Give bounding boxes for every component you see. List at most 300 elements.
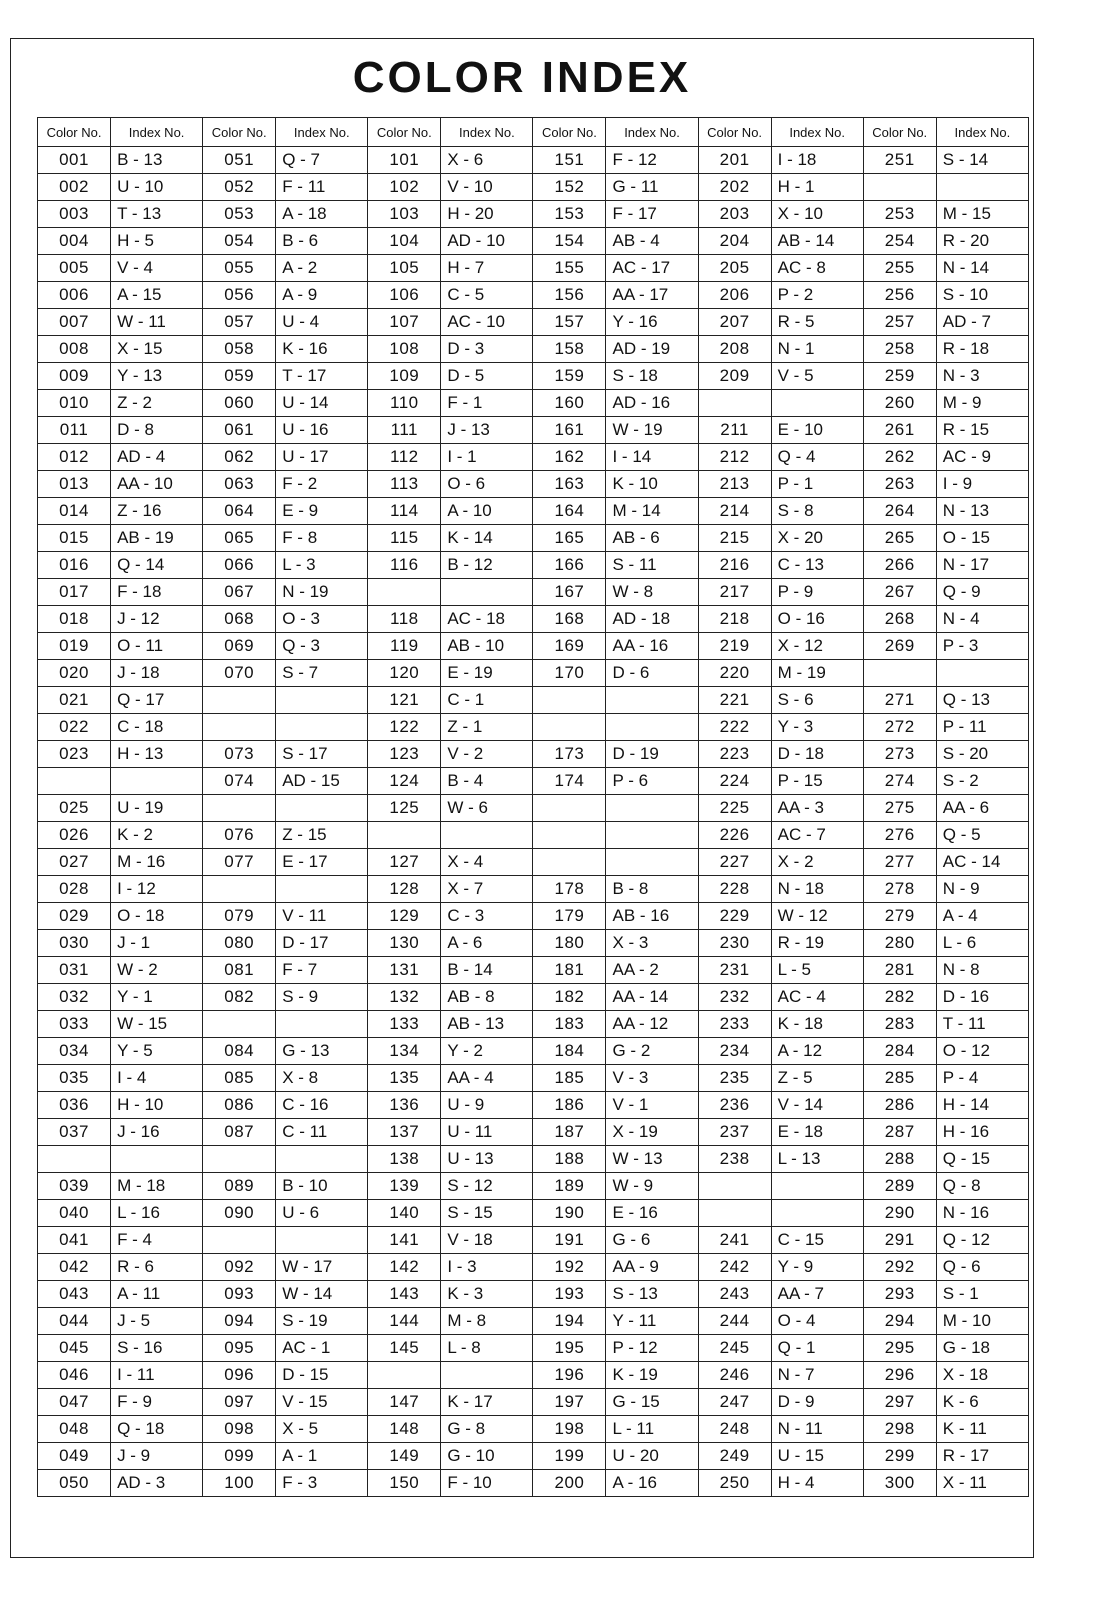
index-number-cell: AB - 10 <box>441 633 533 660</box>
color-number-cell: 137 <box>368 1119 441 1146</box>
index-number-cell: F - 18 <box>111 579 203 606</box>
color-number-cell: 191 <box>533 1227 606 1254</box>
color-number-cell: 108 <box>368 336 441 363</box>
color-number-cell: 082 <box>203 984 276 1011</box>
index-number-cell: C - 16 <box>276 1092 368 1119</box>
index-number-cell: O - 15 <box>936 525 1028 552</box>
color-number-cell: 248 <box>698 1416 771 1443</box>
color-number-cell: 294 <box>863 1308 936 1335</box>
index-number-cell: AA - 12 <box>606 1011 698 1038</box>
index-number-cell: S - 2 <box>936 768 1028 795</box>
index-number-cell <box>606 849 698 876</box>
color-number-cell: 187 <box>533 1119 606 1146</box>
color-number-cell: 263 <box>863 471 936 498</box>
index-number-cell: Q - 3 <box>276 633 368 660</box>
color-number-cell: 008 <box>38 336 111 363</box>
table-row <box>38 1335 1029 1362</box>
color-number-cell: 283 <box>863 1011 936 1038</box>
index-number-cell: G - 8 <box>441 1416 533 1443</box>
color-number-cell: 200 <box>533 1470 606 1497</box>
index-number-cell <box>771 1200 863 1227</box>
color-number-cell: 143 <box>368 1281 441 1308</box>
color-number-cell: 206 <box>698 282 771 309</box>
color-number-cell: 010 <box>38 390 111 417</box>
table-row <box>38 309 1029 336</box>
index-number-cell <box>441 579 533 606</box>
color-number-cell: 280 <box>863 930 936 957</box>
color-number-cell: 040 <box>38 1200 111 1227</box>
index-number-cell: N - 16 <box>936 1200 1028 1227</box>
index-number-cell: K - 2 <box>111 822 203 849</box>
index-number-cell: M - 15 <box>936 201 1028 228</box>
page-title: COLOR INDEX <box>352 53 692 102</box>
index-number-cell: U - 10 <box>111 174 203 201</box>
color-number-cell: 144 <box>368 1308 441 1335</box>
color-number-cell: 219 <box>698 633 771 660</box>
color-number-cell: 233 <box>698 1011 771 1038</box>
index-number-cell: T - 13 <box>111 201 203 228</box>
index-number-cell: X - 8 <box>276 1065 368 1092</box>
index-number-cell: E - 17 <box>276 849 368 876</box>
color-number-cell: 045 <box>38 1335 111 1362</box>
color-number-cell: 236 <box>698 1092 771 1119</box>
index-number-cell: T - 17 <box>276 363 368 390</box>
color-number-cell: 052 <box>203 174 276 201</box>
color-number-cell: 033 <box>38 1011 111 1038</box>
color-number-cell: 035 <box>38 1065 111 1092</box>
index-number-cell <box>441 1362 533 1389</box>
index-number-cell: Q - 14 <box>111 552 203 579</box>
index-number-cell: C - 11 <box>276 1119 368 1146</box>
index-number-cell: O - 4 <box>771 1308 863 1335</box>
color-number-cell: 186 <box>533 1092 606 1119</box>
table-row <box>38 1254 1029 1281</box>
color-number-cell <box>533 714 606 741</box>
color-number-cell: 043 <box>38 1281 111 1308</box>
index-number-cell: M - 8 <box>441 1308 533 1335</box>
table-row <box>38 1362 1029 1389</box>
color-number-cell: 068 <box>203 606 276 633</box>
color-number-cell: 285 <box>863 1065 936 1092</box>
index-number-cell: F - 9 <box>111 1389 203 1416</box>
index-no-header: Index No. <box>441 118 533 147</box>
color-number-cell: 156 <box>533 282 606 309</box>
color-number-cell: 125 <box>368 795 441 822</box>
index-number-cell: K - 10 <box>606 471 698 498</box>
color-number-cell: 262 <box>863 444 936 471</box>
color-number-cell: 113 <box>368 471 441 498</box>
table-row <box>38 822 1029 849</box>
color-number-cell: 001 <box>38 147 111 174</box>
color-number-cell: 278 <box>863 876 936 903</box>
table-row <box>38 390 1029 417</box>
index-number-cell: A - 10 <box>441 498 533 525</box>
index-number-cell: S - 14 <box>936 147 1028 174</box>
index-number-cell: H - 1 <box>771 174 863 201</box>
table-row <box>38 903 1029 930</box>
color-number-cell: 099 <box>203 1443 276 1470</box>
index-number-cell: K - 14 <box>441 525 533 552</box>
index-number-cell <box>936 174 1028 201</box>
color-number-cell: 244 <box>698 1308 771 1335</box>
color-index-table <box>37 117 1029 1497</box>
color-number-cell <box>533 822 606 849</box>
color-number-cell: 272 <box>863 714 936 741</box>
index-number-cell: F - 12 <box>606 147 698 174</box>
index-number-cell: AA - 17 <box>606 282 698 309</box>
color-number-cell: 242 <box>698 1254 771 1281</box>
index-number-cell: H - 10 <box>111 1092 203 1119</box>
index-number-cell: L - 8 <box>441 1335 533 1362</box>
index-number-cell: J - 13 <box>441 417 533 444</box>
color-number-cell: 222 <box>698 714 771 741</box>
index-number-cell: R - 6 <box>111 1254 203 1281</box>
index-number-cell <box>606 795 698 822</box>
table-row <box>38 1011 1029 1038</box>
index-number-cell: I - 12 <box>111 876 203 903</box>
table-row <box>38 525 1029 552</box>
color-number-cell: 207 <box>698 309 771 336</box>
index-number-cell: B - 4 <box>441 768 533 795</box>
index-number-cell: U - 4 <box>276 309 368 336</box>
index-number-cell: U - 11 <box>441 1119 533 1146</box>
color-number-cell: 003 <box>38 201 111 228</box>
index-number-cell: Q - 9 <box>936 579 1028 606</box>
color-number-cell: 131 <box>368 957 441 984</box>
index-number-cell: O - 3 <box>276 606 368 633</box>
color-number-cell: 202 <box>698 174 771 201</box>
color-number-cell: 260 <box>863 390 936 417</box>
index-number-cell: Y - 13 <box>111 363 203 390</box>
index-number-cell: U - 6 <box>276 1200 368 1227</box>
index-number-cell: K - 19 <box>606 1362 698 1389</box>
color-number-cell: 276 <box>863 822 936 849</box>
index-number-cell: Q - 7 <box>276 147 368 174</box>
color-number-cell: 300 <box>863 1470 936 1497</box>
index-number-cell <box>276 1227 368 1254</box>
color-number-cell: 267 <box>863 579 936 606</box>
color-number-cell: 167 <box>533 579 606 606</box>
color-number-cell: 122 <box>368 714 441 741</box>
index-number-cell <box>441 822 533 849</box>
index-number-cell <box>606 714 698 741</box>
index-number-cell: S - 7 <box>276 660 368 687</box>
color-number-cell: 232 <box>698 984 771 1011</box>
index-number-cell: P - 1 <box>771 471 863 498</box>
index-number-cell: AA - 14 <box>606 984 698 1011</box>
table-row <box>38 714 1029 741</box>
index-number-cell: AC - 7 <box>771 822 863 849</box>
color-number-cell: 181 <box>533 957 606 984</box>
index-number-cell: X - 19 <box>606 1119 698 1146</box>
color-number-cell <box>863 174 936 201</box>
color-number-cell: 059 <box>203 363 276 390</box>
color-number-cell: 062 <box>203 444 276 471</box>
index-number-cell: S - 16 <box>111 1335 203 1362</box>
color-number-cell: 051 <box>203 147 276 174</box>
table-row <box>38 1281 1029 1308</box>
color-number-cell: 157 <box>533 309 606 336</box>
color-number-cell: 084 <box>203 1038 276 1065</box>
color-number-cell: 179 <box>533 903 606 930</box>
index-number-cell: R - 19 <box>771 930 863 957</box>
color-number-cell: 023 <box>38 741 111 768</box>
index-number-cell: X - 7 <box>441 876 533 903</box>
index-number-cell: AC - 1 <box>276 1335 368 1362</box>
index-number-cell: N - 8 <box>936 957 1028 984</box>
index-number-cell: O - 12 <box>936 1038 1028 1065</box>
index-number-cell: Y - 1 <box>111 984 203 1011</box>
color-number-cell: 017 <box>38 579 111 606</box>
index-number-cell: Y - 5 <box>111 1038 203 1065</box>
index-number-cell: B - 10 <box>276 1173 368 1200</box>
index-number-cell: S - 10 <box>936 282 1028 309</box>
color-number-cell: 055 <box>203 255 276 282</box>
index-number-cell: S - 8 <box>771 498 863 525</box>
color-number-cell: 161 <box>533 417 606 444</box>
color-no-header: Color No. <box>863 118 936 147</box>
index-number-cell: Y - 3 <box>771 714 863 741</box>
color-number-cell: 097 <box>203 1389 276 1416</box>
index-number-cell: V - 3 <box>606 1065 698 1092</box>
index-number-cell: O - 16 <box>771 606 863 633</box>
index-number-cell: X - 5 <box>276 1416 368 1443</box>
color-number-cell: 090 <box>203 1200 276 1227</box>
color-number-cell: 231 <box>698 957 771 984</box>
color-number-cell: 048 <box>38 1416 111 1443</box>
index-number-cell: AB - 19 <box>111 525 203 552</box>
color-number-cell: 107 <box>368 309 441 336</box>
index-number-cell: N - 3 <box>936 363 1028 390</box>
color-number-cell: 180 <box>533 930 606 957</box>
table-row <box>38 606 1029 633</box>
index-number-cell: AB - 13 <box>441 1011 533 1038</box>
index-number-cell: X - 10 <box>771 201 863 228</box>
color-number-cell: 057 <box>203 309 276 336</box>
color-number-cell: 130 <box>368 930 441 957</box>
color-number-cell: 241 <box>698 1227 771 1254</box>
table-row <box>38 471 1029 498</box>
index-number-cell: D - 16 <box>936 984 1028 1011</box>
color-number-cell: 282 <box>863 984 936 1011</box>
index-number-cell: F - 11 <box>276 174 368 201</box>
index-number-cell: W - 8 <box>606 579 698 606</box>
index-number-cell: W - 12 <box>771 903 863 930</box>
color-number-cell: 049 <box>38 1443 111 1470</box>
index-number-cell: V - 11 <box>276 903 368 930</box>
color-number-cell: 060 <box>203 390 276 417</box>
index-number-cell <box>771 1173 863 1200</box>
color-number-cell: 292 <box>863 1254 936 1281</box>
color-number-cell: 192 <box>533 1254 606 1281</box>
index-number-cell: S - 20 <box>936 741 1028 768</box>
index-number-cell: D - 5 <box>441 363 533 390</box>
index-number-cell: X - 11 <box>936 1470 1028 1497</box>
index-number-cell: P - 6 <box>606 768 698 795</box>
color-number-cell: 223 <box>698 741 771 768</box>
index-number-cell: Q - 13 <box>936 687 1028 714</box>
color-number-cell: 070 <box>203 660 276 687</box>
color-number-cell: 296 <box>863 1362 936 1389</box>
index-number-cell: N - 13 <box>936 498 1028 525</box>
color-number-cell: 209 <box>698 363 771 390</box>
color-number-cell: 238 <box>698 1146 771 1173</box>
color-number-cell: 258 <box>863 336 936 363</box>
index-number-cell: K - 16 <box>276 336 368 363</box>
index-number-cell: AA - 6 <box>936 795 1028 822</box>
color-number-cell: 197 <box>533 1389 606 1416</box>
table-row <box>38 1065 1029 1092</box>
color-number-cell: 007 <box>38 309 111 336</box>
color-number-cell: 132 <box>368 984 441 1011</box>
color-number-cell: 094 <box>203 1308 276 1335</box>
index-number-cell: J - 5 <box>111 1308 203 1335</box>
index-number-cell: AB - 8 <box>441 984 533 1011</box>
index-number-cell: A - 9 <box>276 282 368 309</box>
index-number-cell: I - 14 <box>606 444 698 471</box>
index-number-cell: B - 13 <box>111 147 203 174</box>
index-no-header: Index No. <box>936 118 1028 147</box>
table-row <box>38 1470 1029 1497</box>
color-number-cell: 096 <box>203 1362 276 1389</box>
color-number-cell: 184 <box>533 1038 606 1065</box>
table-row <box>38 363 1029 390</box>
index-number-cell: L - 11 <box>606 1416 698 1443</box>
color-number-cell: 149 <box>368 1443 441 1470</box>
color-number-cell <box>203 714 276 741</box>
index-number-cell: R - 17 <box>936 1443 1028 1470</box>
color-number-cell <box>38 768 111 795</box>
index-number-cell: O - 11 <box>111 633 203 660</box>
color-number-cell: 019 <box>38 633 111 660</box>
index-number-cell: Q - 18 <box>111 1416 203 1443</box>
color-number-cell: 173 <box>533 741 606 768</box>
index-no-header: Index No. <box>771 118 863 147</box>
color-number-cell: 273 <box>863 741 936 768</box>
color-number-cell: 021 <box>38 687 111 714</box>
color-number-cell: 139 <box>368 1173 441 1200</box>
color-number-cell: 268 <box>863 606 936 633</box>
table-row <box>38 579 1029 606</box>
index-number-cell <box>276 876 368 903</box>
color-number-cell: 165 <box>533 525 606 552</box>
index-number-cell: AC - 9 <box>936 444 1028 471</box>
color-number-cell: 174 <box>533 768 606 795</box>
index-number-cell: L - 3 <box>276 552 368 579</box>
color-number-cell: 127 <box>368 849 441 876</box>
color-number-cell: 135 <box>368 1065 441 1092</box>
table-row <box>38 147 1029 174</box>
index-number-cell: S - 13 <box>606 1281 698 1308</box>
index-number-cell: V - 2 <box>441 741 533 768</box>
color-number-cell: 151 <box>533 147 606 174</box>
color-number-cell: 037 <box>38 1119 111 1146</box>
table-row <box>38 957 1029 984</box>
color-number-cell: 065 <box>203 525 276 552</box>
color-number-cell: 271 <box>863 687 936 714</box>
color-number-cell: 011 <box>38 417 111 444</box>
index-number-cell: V - 4 <box>111 255 203 282</box>
color-number-cell: 293 <box>863 1281 936 1308</box>
index-number-cell <box>606 687 698 714</box>
index-number-cell: S - 9 <box>276 984 368 1011</box>
table-row <box>38 1416 1029 1443</box>
color-number-cell: 212 <box>698 444 771 471</box>
index-number-cell: V - 10 <box>441 174 533 201</box>
table-row <box>38 444 1029 471</box>
index-number-cell: M - 9 <box>936 390 1028 417</box>
color-number-cell: 016 <box>38 552 111 579</box>
index-number-cell: I - 1 <box>441 444 533 471</box>
header-row <box>38 118 1029 147</box>
index-number-cell: AC - 17 <box>606 255 698 282</box>
color-number-cell <box>203 876 276 903</box>
index-number-cell: N - 14 <box>936 255 1028 282</box>
color-number-cell: 150 <box>368 1470 441 1497</box>
color-number-cell: 006 <box>38 282 111 309</box>
color-number-cell: 054 <box>203 228 276 255</box>
index-number-cell: C - 1 <box>441 687 533 714</box>
index-number-cell: Y - 16 <box>606 309 698 336</box>
table-row <box>38 876 1029 903</box>
color-number-cell: 198 <box>533 1416 606 1443</box>
index-number-cell: M - 16 <box>111 849 203 876</box>
color-number-cell: 281 <box>863 957 936 984</box>
color-no-header: Color No. <box>38 118 111 147</box>
index-number-cell: P - 4 <box>936 1065 1028 1092</box>
color-number-cell <box>203 687 276 714</box>
table-row <box>38 498 1029 525</box>
index-number-cell: A - 6 <box>441 930 533 957</box>
color-number-cell: 134 <box>368 1038 441 1065</box>
color-number-cell: 284 <box>863 1038 936 1065</box>
index-number-cell: M - 19 <box>771 660 863 687</box>
index-number-cell: S - 19 <box>276 1308 368 1335</box>
index-number-cell: K - 17 <box>441 1389 533 1416</box>
color-number-cell: 112 <box>368 444 441 471</box>
color-number-cell: 031 <box>38 957 111 984</box>
color-number-cell: 066 <box>203 552 276 579</box>
color-number-cell: 193 <box>533 1281 606 1308</box>
index-number-cell: A - 15 <box>111 282 203 309</box>
color-number-cell: 124 <box>368 768 441 795</box>
color-number-cell: 120 <box>368 660 441 687</box>
index-number-cell: G - 6 <box>606 1227 698 1254</box>
index-number-cell: F - 2 <box>276 471 368 498</box>
index-number-cell: B - 14 <box>441 957 533 984</box>
color-number-cell: 251 <box>863 147 936 174</box>
index-number-cell: P - 9 <box>771 579 863 606</box>
color-number-cell: 245 <box>698 1335 771 1362</box>
index-number-cell: X - 20 <box>771 525 863 552</box>
index-number-cell <box>936 660 1028 687</box>
index-number-cell: Z - 2 <box>111 390 203 417</box>
color-no-header: Color No. <box>368 118 441 147</box>
index-number-cell: S - 18 <box>606 363 698 390</box>
color-number-cell: 079 <box>203 903 276 930</box>
index-number-cell: P - 3 <box>936 633 1028 660</box>
index-number-cell: E - 19 <box>441 660 533 687</box>
color-number-cell: 129 <box>368 903 441 930</box>
color-number-cell: 185 <box>533 1065 606 1092</box>
color-number-cell: 106 <box>368 282 441 309</box>
index-number-cell: L - 5 <box>771 957 863 984</box>
color-number-cell: 018 <box>38 606 111 633</box>
color-number-cell: 259 <box>863 363 936 390</box>
index-number-cell: K - 6 <box>936 1389 1028 1416</box>
index-number-cell: N - 1 <box>771 336 863 363</box>
index-number-cell: AB - 14 <box>771 228 863 255</box>
